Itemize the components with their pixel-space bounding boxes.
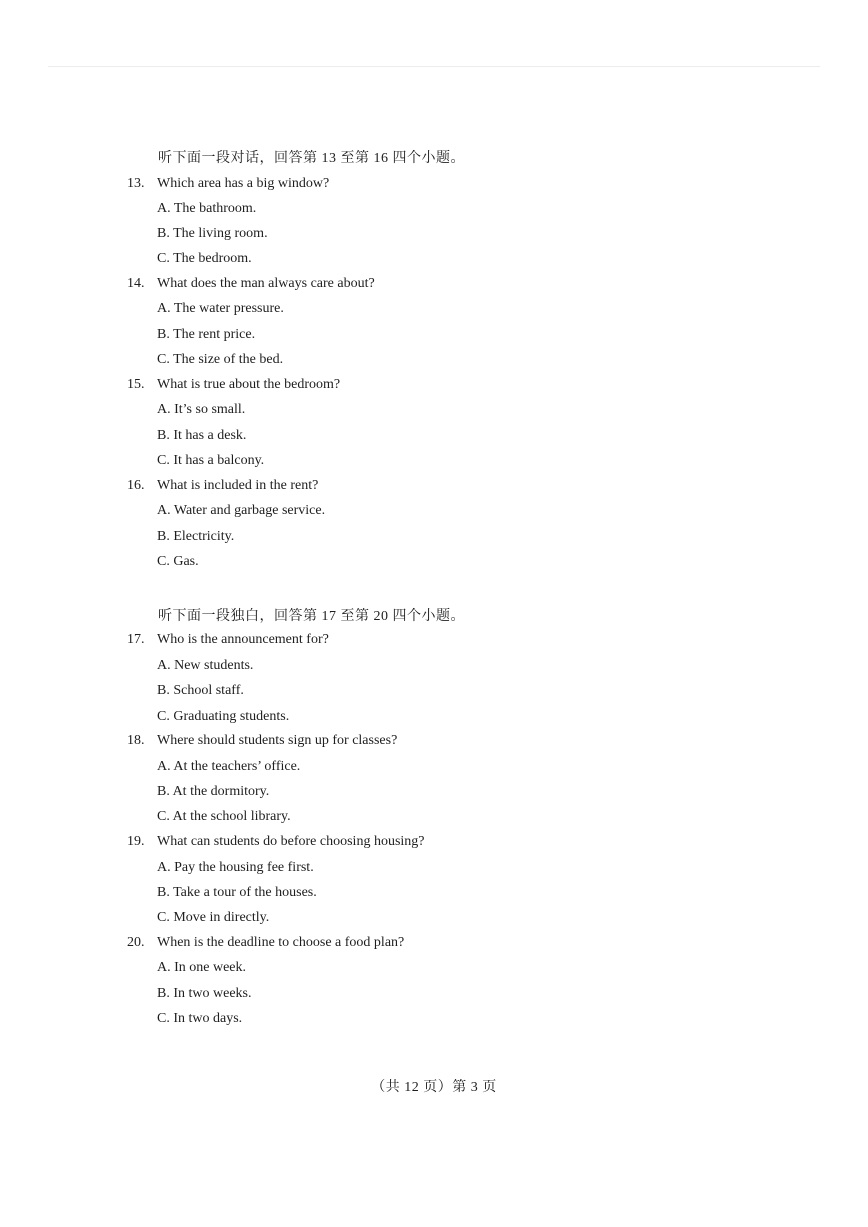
question-number: 17. bbox=[127, 632, 145, 647]
option-c: C. The size of the bed. bbox=[157, 352, 284, 367]
question-text: What does the man always care about? bbox=[157, 276, 375, 291]
option-a: A. New students. bbox=[157, 658, 254, 673]
option-c: C. The bedroom. bbox=[157, 251, 252, 266]
question-number: 16. bbox=[127, 478, 145, 493]
option-a: A. The bathroom. bbox=[157, 201, 257, 216]
option-c: C. Move in directly. bbox=[157, 910, 270, 925]
option-a: A. The water pressure. bbox=[157, 301, 284, 316]
option-a: A. At the teachers’ office. bbox=[157, 759, 301, 774]
option-c: C. Graduating students. bbox=[157, 709, 290, 724]
option-b: B. The rent price. bbox=[157, 327, 256, 342]
option-a: A. It’s so small. bbox=[157, 402, 246, 417]
option-c: C. It has a balcony. bbox=[157, 453, 265, 468]
question-text: What can students do before choosing housing? bbox=[157, 834, 425, 849]
section-instruction-1: 听下面一段对话，回答第 13 至第 16 四个小题。 bbox=[158, 151, 465, 166]
option-b: B. At the dormitory. bbox=[157, 784, 270, 799]
question-number: 14. bbox=[127, 276, 145, 291]
option-c: C. At the school library. bbox=[157, 809, 291, 824]
question-number: 18. bbox=[127, 733, 145, 748]
question-text: When is the deadline to choose a food plan? bbox=[157, 935, 405, 950]
option-b: B. Take a tour of the houses. bbox=[157, 885, 317, 900]
question-text: Who is the announcement for? bbox=[157, 632, 329, 647]
option-c: C. Gas. bbox=[157, 554, 199, 569]
question-number: 15. bbox=[127, 377, 145, 392]
top-rule bbox=[48, 66, 820, 67]
question-number: 19. bbox=[127, 834, 145, 849]
question-number: 13. bbox=[127, 176, 145, 191]
page-footer: （共 12 页）第 3 页 bbox=[371, 1080, 497, 1095]
option-b: B. Electricity. bbox=[157, 529, 235, 544]
option-b: B. It has a desk. bbox=[157, 428, 247, 443]
question-text: Where should students sign up for classes? bbox=[157, 733, 398, 748]
option-a: A. In one week. bbox=[157, 960, 247, 975]
question-text: What is included in the rent? bbox=[157, 478, 319, 493]
section-instruction-2: 听下面一段独白，回答第 17 至第 20 四个小题。 bbox=[158, 609, 465, 624]
option-a: A. Water and garbage service. bbox=[157, 503, 326, 518]
option-b: B. The living room. bbox=[157, 226, 268, 241]
question-text: What is true about the bedroom? bbox=[157, 377, 341, 392]
option-b: B. In two weeks. bbox=[157, 986, 252, 1001]
option-c: C. In two days. bbox=[157, 1011, 243, 1026]
option-b: B. School staff. bbox=[157, 683, 244, 698]
question-number: 20. bbox=[127, 935, 145, 950]
question-text: Which area has a big window? bbox=[157, 176, 330, 191]
option-a: A. Pay the housing fee first. bbox=[157, 860, 314, 875]
